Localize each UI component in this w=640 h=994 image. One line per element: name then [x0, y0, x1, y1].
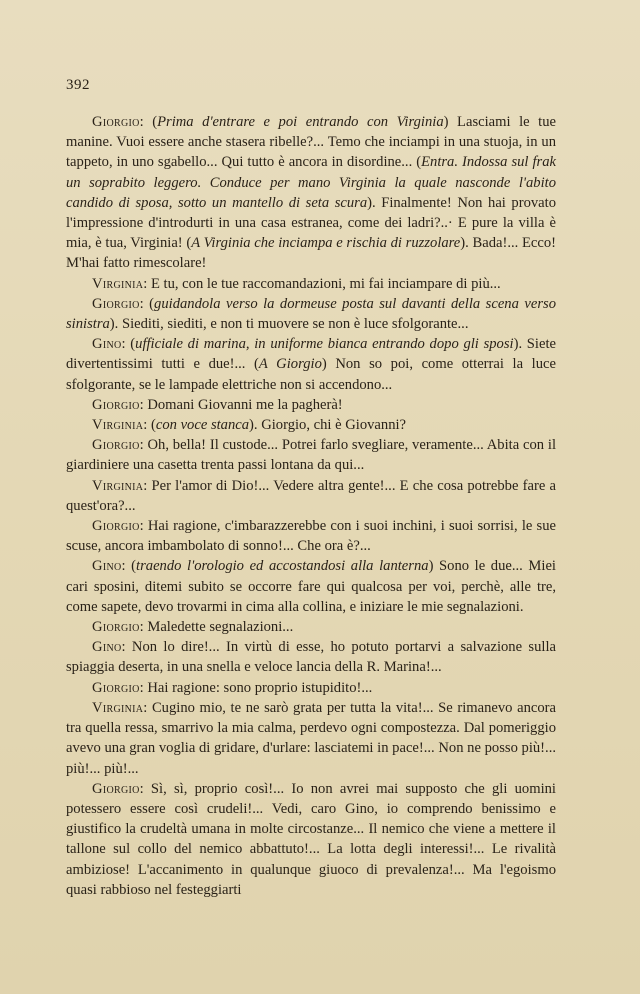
speaker-name: Giorgio	[92, 518, 140, 535]
dialogue-line: ). Siete divertentissimi tutti e due!... (	[66, 336, 556, 373]
speaker-name: Virginia	[92, 275, 144, 292]
dialogue-line: ) Lasciami le tue manine. Vuoi essere anche stasera ribelle?... Temo che inciampi in una stuoja, in un tappeto, in uno sgabello... Qui tutto è ancora in disordine... (	[66, 114, 556, 171]
speaker-name: Giorgio	[92, 619, 140, 636]
dialogue-line: : Hai ragione: sono proprio istupidito!...	[139, 679, 373, 696]
dialogue-paragraph	[66, 617, 556, 637]
stage-direction: con voce stanca	[155, 417, 250, 434]
dialogue-paragraph	[66, 334, 556, 395]
speaker-name: Giorgio	[92, 780, 140, 797]
dialogue-paragraph	[66, 415, 556, 435]
dialogue-paragraph	[66, 556, 556, 617]
speaker-name: Gino	[92, 336, 122, 353]
speaker-name: Gino	[92, 558, 122, 575]
speaker-name: Virginia	[92, 417, 144, 434]
speaker-name: Gino	[92, 639, 122, 656]
speaker-name: Giorgio	[92, 114, 140, 130]
stage-direction: Prima d'entrare e poi entrando con Virginia	[157, 114, 444, 130]
dialogue-paragraph	[66, 112, 556, 274]
dialogue-paragraph	[66, 294, 556, 334]
dialogue-line: : Hai ragione, c'imbarazzerebbe con i suoi inchini, i suoi sorrisi, le sue scuse, ancora imbambolato di sonno!... Che ora è?...	[66, 518, 556, 555]
dialogue-line: : (	[139, 295, 155, 312]
dialogue-line: : Sì, sì, proprio così!... Io non avrei mai supposto che gli uomini potessero essere così crudeli!... Vedi, caro Gino, io comprendo benissimo e giustifico la crudeltà umana in molte circostanze... Il nemico che viene a mettere il tallone sul collo del nemico abbattuto!... La lotta degli interessi!... Le rivalità ambiziose! L'accanimento in qualunque giuoco di prevalenza!... Ma l'egoismo quasi rabbioso nel festeggiarti	[66, 780, 556, 898]
dialogue-line: ). Bada!... Ecco! M'hai fatto rimescolare!	[66, 235, 557, 272]
dialogue-line: : (	[139, 114, 158, 130]
stage-direction: Entra. Indossa sul frak un soprabito leggero. Conduce per mano Virginia la quale nasconde l'abito candido di sposa, sotto un mantello di seta scura	[66, 154, 557, 211]
dialogue-line: ). Giorgio, chi è Giovanni?	[249, 417, 407, 434]
stage-direction: ufficiale di marina, in uniforme bianca entrando dopo gli sposi	[135, 336, 514, 353]
dialogue-text	[66, 112, 556, 900]
dialogue-paragraph	[66, 476, 556, 516]
stage-direction: A Giorgio	[258, 356, 322, 373]
dialogue-paragraph	[66, 698, 556, 779]
dialogue-line: : Maledette segnalazioni...	[139, 619, 294, 636]
dialogue-line: : Domani Giovanni me la pagherà!	[139, 396, 343, 413]
stage-direction: guidandola verso la dormeuse posta sul davanti della scena verso sinistra	[66, 295, 556, 333]
stage-direction: traendo l'orologio ed accostandosi alla lanterna	[136, 558, 429, 575]
dialogue-line: : (	[121, 336, 136, 353]
speaker-name: Virginia	[92, 477, 144, 494]
speaker-name: Virginia	[92, 699, 144, 716]
dialogue-line: : Non lo dire!... In virtù di esse, ho potuto portarvi a salvazione sulla spiaggia deserta, in una snella e veloce lancia della R. Marina!...	[66, 639, 556, 676]
dialogue-paragraph	[66, 274, 556, 294]
dialogue-line: : Cugino mio, te ne sarò grata per tutta la vita!... Se rimanevo ancora tra quella ressa, smarrivo la mia calma, perdevo ogni compostezza. Dal pomeriggio avevo una gran voglia di gridare, d'urlare: lasciatemi in pace!... Non ne posso più!... più!... più!...	[66, 699, 556, 777]
speaker-name: Giorgio	[92, 396, 140, 413]
dialogue-paragraph	[66, 516, 556, 556]
stage-direction: A Virginia che inciampa e rischia di ruzzolare	[191, 235, 461, 252]
dialogue-line: : Oh, bella! Il custode... Potrei farlo svegliare, veramente... Abita con il giardiniere una casetta trenta passi lontana da qui...	[66, 437, 556, 474]
dialogue-paragraph	[66, 678, 556, 698]
speaker-name: Giorgio	[92, 679, 140, 696]
dialogue-line: : (	[121, 558, 137, 575]
speaker-name: Giorgio	[92, 295, 140, 312]
dialogue-line: ). Finalmente! Non hai provato l'impressione d'introdurti in una casa estranea, come dei ladri?..· E pure la villa è mia, è tua, Virginia! (	[66, 194, 556, 252]
dialogue-line: : (	[143, 417, 156, 434]
dialogue-line: ). Siediti, siediti, e non ti muovere se non è luce sfolgorante...	[109, 316, 469, 333]
dialogue-paragraph	[66, 779, 556, 900]
dialogue-paragraph	[66, 395, 556, 415]
dialogue-line: ) Non so poi, come otterrai la luce sfolgorante, se le lampade elettriche non si accendono...	[66, 356, 556, 393]
page-number: 392	[66, 77, 90, 93]
dialogue-line: ) Sono le due... Miei cari sposini, ditemi subito se occorre fare qui qualcosa per voi, perchè, alle tre, come sapete, devo trovarmi in cima alla collina, e iniziare le mie segnalazioni.	[66, 558, 556, 615]
dialogue-line: : Per l'amor di Dio!... Vedere altra gente!... E che cosa potrebbe fare a quest'ora?...	[66, 477, 556, 514]
dialogue-paragraph	[66, 435, 556, 475]
speaker-name: Giorgio	[92, 437, 140, 454]
dialogue-paragraph	[66, 637, 556, 677]
dialogue-line: : E tu, con le tue raccomandazioni, mi fai inciampare di più...	[143, 275, 501, 292]
